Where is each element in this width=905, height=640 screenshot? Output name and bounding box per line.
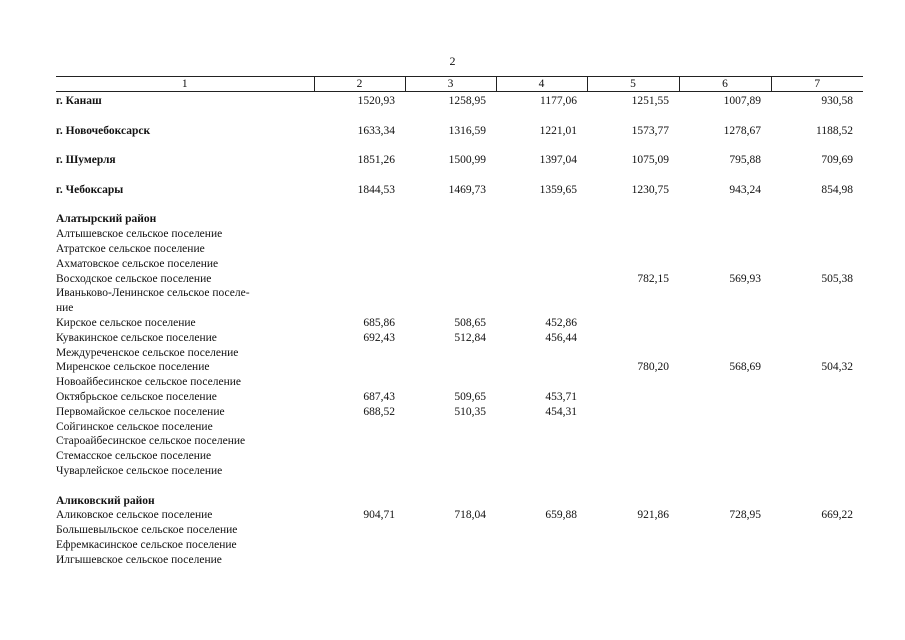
value-cell-col-2: 688,52 xyxy=(363,405,395,418)
value-cell-col-2 xyxy=(314,523,405,538)
value-cell-col-2 xyxy=(314,272,405,287)
spacer-row xyxy=(56,168,863,183)
value-cell-col-5: 782,15 xyxy=(637,272,669,285)
settlement-name: Атратское сельское поселение xyxy=(56,242,205,255)
value-cell-col-4: 453,71 xyxy=(545,390,577,403)
value-cell-col-2: 1851,26 xyxy=(357,154,395,167)
page-number: 2 xyxy=(449,54,456,68)
value-cell-col-5 xyxy=(587,286,679,301)
value-cell-col-2 xyxy=(314,538,405,553)
value-cell-col-2 xyxy=(314,449,405,464)
spacer-cell xyxy=(56,109,863,124)
column-header-7: 7 xyxy=(771,77,863,92)
value-cell-col-4 xyxy=(496,301,587,316)
value-cell-col-6 xyxy=(679,257,771,272)
value-cell-col-7: 1188,52 xyxy=(816,124,853,137)
value-cell-col-5 xyxy=(587,390,679,405)
value-cell-col-3 xyxy=(405,286,496,301)
settlement-row xyxy=(56,316,863,331)
value-cell-col-2 xyxy=(314,286,405,301)
city-name: г. Шумерля xyxy=(56,154,116,167)
value-cell-col-3 xyxy=(405,464,496,479)
value-cell-col-2 xyxy=(314,227,405,242)
value-cell-col-7 xyxy=(771,301,863,316)
value-cell-col-4 xyxy=(496,272,587,287)
spacer-row xyxy=(56,109,863,124)
settlement-name: ние xyxy=(56,302,74,315)
value-cell-col-6 xyxy=(679,286,771,301)
spacer-row xyxy=(56,138,863,153)
value-cell-col-7: 709,69 xyxy=(821,154,853,167)
settlement-row xyxy=(56,508,863,523)
value-cell-col-5 xyxy=(587,449,679,464)
settlement-row xyxy=(56,360,863,375)
value-cell-col-7 xyxy=(771,316,863,331)
settlement-row xyxy=(56,227,863,242)
value-cell-col-7 xyxy=(771,449,863,464)
settlement-row xyxy=(56,286,863,301)
value-cell-col-7: 504,32 xyxy=(821,361,853,374)
value-cell-col-6: 569,93 xyxy=(729,272,761,285)
value-cell-col-7 xyxy=(771,375,863,390)
value-cell-col-4 xyxy=(496,346,587,361)
value-cell-col-5: 780,20 xyxy=(637,361,669,374)
value-cell-col-4 xyxy=(496,375,587,390)
value-cell-col-2: 1844,53 xyxy=(357,183,395,196)
settlement-name: Ахматовское сельское поселение xyxy=(56,257,219,270)
settlement-row xyxy=(56,420,863,435)
spacer-cell xyxy=(56,479,863,494)
value-cell-col-6 xyxy=(679,375,771,390)
value-cell-col-7 xyxy=(771,242,863,257)
value-cell-col-2 xyxy=(314,420,405,435)
value-cell-col-4 xyxy=(496,434,587,449)
value-cell-col-6 xyxy=(679,523,771,538)
value-cell-col-2 xyxy=(314,360,405,375)
value-cell-col-7: 505,38 xyxy=(821,272,853,285)
value-cell-col-6 xyxy=(679,316,771,331)
value-cell-col-4: 1359,65 xyxy=(539,183,577,196)
value-cell-col-6: 1278,67 xyxy=(723,124,761,137)
settlement-row xyxy=(56,301,863,316)
value-cell-col-2: 1633,34 xyxy=(357,124,395,137)
value-cell-col-5: 1573,77 xyxy=(631,124,669,137)
value-cell-col-3 xyxy=(405,523,496,538)
settlement-row xyxy=(56,523,863,538)
settlement-row xyxy=(56,538,863,553)
settlement-name: Чуварлейское сельское поселение xyxy=(56,464,223,477)
settlement-row xyxy=(56,464,863,479)
city-row xyxy=(56,92,863,109)
value-cell-col-3 xyxy=(405,360,496,375)
value-cell-col-5: 1251,55 xyxy=(631,95,669,107)
settlement-row xyxy=(56,553,863,568)
settlement-row xyxy=(56,390,863,405)
value-cell-col-3: 718,04 xyxy=(454,509,486,522)
value-cell-col-3: 510,35 xyxy=(454,405,486,418)
value-cell-col-3: 512,84 xyxy=(454,331,486,344)
value-cell-col-3 xyxy=(405,257,496,272)
settlement-row xyxy=(56,434,863,449)
value-cell-col-4 xyxy=(496,286,587,301)
spacer-cell xyxy=(56,168,863,183)
spacer-row xyxy=(56,198,863,213)
value-cell-col-3: 509,65 xyxy=(454,390,486,403)
value-cell-col-6 xyxy=(679,434,771,449)
value-cell-col-4: 1177,06 xyxy=(540,95,577,107)
column-header-4: 4 xyxy=(496,77,587,92)
value-cell-col-2: 904,71 xyxy=(363,509,395,522)
value-cell-col-3: 1469,73 xyxy=(448,183,486,196)
settlement-row xyxy=(56,257,863,272)
value-cell-col-4 xyxy=(496,464,587,479)
value-cell-col-4: 659,88 xyxy=(545,509,577,522)
value-cell-col-4 xyxy=(496,538,587,553)
value-cell-col-5 xyxy=(587,257,679,272)
value-cell-col-6 xyxy=(679,538,771,553)
value-cell-col-5 xyxy=(587,464,679,479)
value-cell-col-7 xyxy=(771,523,863,538)
settlement-name: Восходское сельское поселение xyxy=(56,272,212,285)
settlement-row xyxy=(56,449,863,464)
value-cell-col-5 xyxy=(587,316,679,331)
spacer-row xyxy=(56,479,863,494)
settlement-row xyxy=(56,375,863,390)
region-name: Аликовский район xyxy=(56,494,155,507)
value-cell-col-4 xyxy=(496,449,587,464)
settlement-name: Октябрьское сельское поселение xyxy=(56,390,217,403)
settlement-name: Кувакинское сельское поселение xyxy=(56,331,217,344)
value-cell-col-2 xyxy=(314,434,405,449)
value-cell-col-7 xyxy=(771,420,863,435)
value-cell-col-4 xyxy=(496,420,587,435)
settlement-name: Первомайское сельское поселение xyxy=(56,405,225,418)
value-cell-col-3: 1258,95 xyxy=(448,95,486,107)
settlement-row xyxy=(56,405,863,420)
value-cell-col-3 xyxy=(405,538,496,553)
settlement-name: Иваньково-Ленинское сельское поселе- xyxy=(56,287,250,300)
value-cell-col-7 xyxy=(771,434,863,449)
region-header-row xyxy=(56,212,863,227)
value-cell-col-5 xyxy=(587,331,679,346)
value-cell-col-7 xyxy=(771,286,863,301)
value-cell-col-3: 1500,99 xyxy=(448,154,486,167)
value-cell-col-6 xyxy=(679,242,771,257)
value-cell-col-4: 1397,04 xyxy=(539,154,577,167)
value-cell-col-4: 456,44 xyxy=(545,331,577,344)
value-cell-col-2: 685,86 xyxy=(363,316,395,329)
value-cell-col-4: 454,31 xyxy=(545,405,577,418)
value-cell-col-7 xyxy=(771,346,863,361)
column-header-6: 6 xyxy=(679,77,771,92)
value-cell-col-4 xyxy=(496,360,587,375)
value-cell-col-6 xyxy=(679,331,771,346)
value-cell-col-7 xyxy=(771,553,863,568)
settlement-name: Староайбесинское сельское поселение xyxy=(56,435,246,448)
value-cell-col-7 xyxy=(771,464,863,479)
value-cell-col-3 xyxy=(405,434,496,449)
settlement-name: Миренское сельское поселение xyxy=(56,361,210,374)
value-cell-col-5: 1075,09 xyxy=(631,154,669,167)
value-cell-col-3: 508,65 xyxy=(454,316,486,329)
settlement-name: Аликовское сельское поселение xyxy=(56,509,213,522)
settlement-name: Стемасское сельское поселение xyxy=(56,450,212,463)
value-cell-col-4 xyxy=(496,553,587,568)
value-cell-col-6 xyxy=(679,553,771,568)
value-cell-col-6 xyxy=(679,346,771,361)
value-cell-col-3 xyxy=(405,553,496,568)
value-cell-col-3: 1316,59 xyxy=(448,124,486,137)
value-cell-col-3 xyxy=(405,242,496,257)
value-cell-col-7: 669,22 xyxy=(821,509,853,522)
value-cell-col-6: 568,69 xyxy=(729,361,761,374)
value-cell-col-2 xyxy=(314,553,405,568)
value-cell-col-3 xyxy=(405,449,496,464)
value-cell-col-5 xyxy=(587,538,679,553)
city-name: г. Чебоксары xyxy=(56,183,124,196)
column-number-row xyxy=(56,77,863,92)
column-header-1: 1 xyxy=(56,77,314,92)
value-cell-col-3 xyxy=(405,272,496,287)
value-cell-col-2 xyxy=(314,346,405,361)
value-cell-col-2 xyxy=(314,301,405,316)
city-row xyxy=(56,124,863,139)
value-cell-col-7: 854,98 xyxy=(821,183,853,196)
column-header-2: 2 xyxy=(314,77,405,92)
column-header-3: 3 xyxy=(405,77,496,92)
value-cell-col-4 xyxy=(496,227,587,242)
value-cell-col-3 xyxy=(405,420,496,435)
settlement-name: Междуреченское сельское поселение xyxy=(56,346,239,359)
value-cell-col-2: 692,43 xyxy=(363,331,395,344)
settlement-name: Сойгинское сельское поселение xyxy=(56,420,213,433)
value-cell-col-2 xyxy=(314,257,405,272)
value-cell-col-6 xyxy=(679,301,771,316)
value-cell-col-5 xyxy=(587,346,679,361)
value-cell-col-5 xyxy=(587,375,679,390)
value-cell-col-7 xyxy=(771,538,863,553)
value-cell-col-5: 921,86 xyxy=(637,509,669,522)
value-cell-col-2 xyxy=(314,464,405,479)
settlement-name: Ефремкасинское сельское поселение xyxy=(56,538,237,551)
value-cell-col-5 xyxy=(587,242,679,257)
value-cell-col-6 xyxy=(679,390,771,405)
value-cell-col-5 xyxy=(587,434,679,449)
value-cell-col-7 xyxy=(771,227,863,242)
value-cell-col-6 xyxy=(679,449,771,464)
spacer-cell xyxy=(56,198,863,213)
value-cell-col-6: 795,88 xyxy=(729,154,761,167)
value-cell-col-6 xyxy=(679,464,771,479)
settlement-name: Кирское сельское поселение xyxy=(56,316,196,329)
value-cell-col-5 xyxy=(587,420,679,435)
settlement-row xyxy=(56,242,863,257)
value-cell-col-7 xyxy=(771,405,863,420)
region-name: Алатырский район xyxy=(56,213,157,226)
region-header-row xyxy=(56,494,863,509)
spacer-cell xyxy=(56,138,863,153)
tariff-table xyxy=(56,76,863,568)
value-cell-col-2: 687,43 xyxy=(363,390,395,403)
value-cell-col-3 xyxy=(405,227,496,242)
value-cell-col-7 xyxy=(771,331,863,346)
settlement-name: Илгышевское сельское поселение xyxy=(56,553,222,566)
value-cell-col-3 xyxy=(405,375,496,390)
settlement-name: Большевыльское сельское поселение xyxy=(56,524,238,537)
value-cell-col-4 xyxy=(496,257,587,272)
value-cell-col-2 xyxy=(314,375,405,390)
value-cell-col-4 xyxy=(496,523,587,538)
city-name: г. Канаш xyxy=(56,95,102,107)
value-cell-col-5 xyxy=(587,227,679,242)
value-cell-col-5 xyxy=(587,553,679,568)
value-cell-col-7 xyxy=(771,257,863,272)
value-cell-col-4: 452,86 xyxy=(545,316,577,329)
value-cell-col-3 xyxy=(405,346,496,361)
city-name: г. Новочебоксарск xyxy=(56,124,151,137)
settlement-name: Новоайбесинское сельское поселение xyxy=(56,376,241,389)
settlement-row xyxy=(56,272,863,287)
settlement-row xyxy=(56,346,863,361)
settlement-row xyxy=(56,331,863,346)
value-cell-col-5: 1230,75 xyxy=(631,183,669,196)
value-cell-col-6 xyxy=(679,405,771,420)
city-row xyxy=(56,183,863,198)
value-cell-col-7: 930,58 xyxy=(821,95,853,107)
value-cell-col-7 xyxy=(771,390,863,405)
value-cell-col-6: 728,95 xyxy=(729,509,761,522)
value-cell-col-2: 1520,93 xyxy=(357,95,395,107)
column-header-5: 5 xyxy=(587,77,679,92)
value-cell-col-6: 943,24 xyxy=(729,183,761,196)
value-cell-col-4 xyxy=(496,242,587,257)
value-cell-col-4: 1221,01 xyxy=(539,124,577,137)
value-cell-col-3 xyxy=(405,301,496,316)
value-cell-col-5 xyxy=(587,301,679,316)
value-cell-col-5 xyxy=(587,405,679,420)
settlement-name: Алтышевское сельское поселение xyxy=(56,228,223,241)
city-row xyxy=(56,153,863,168)
value-cell-col-6 xyxy=(679,420,771,435)
value-cell-col-6: 1007,89 xyxy=(723,95,761,107)
value-cell-col-6 xyxy=(679,227,771,242)
value-cell-col-5 xyxy=(587,523,679,538)
value-cell-col-2 xyxy=(314,242,405,257)
